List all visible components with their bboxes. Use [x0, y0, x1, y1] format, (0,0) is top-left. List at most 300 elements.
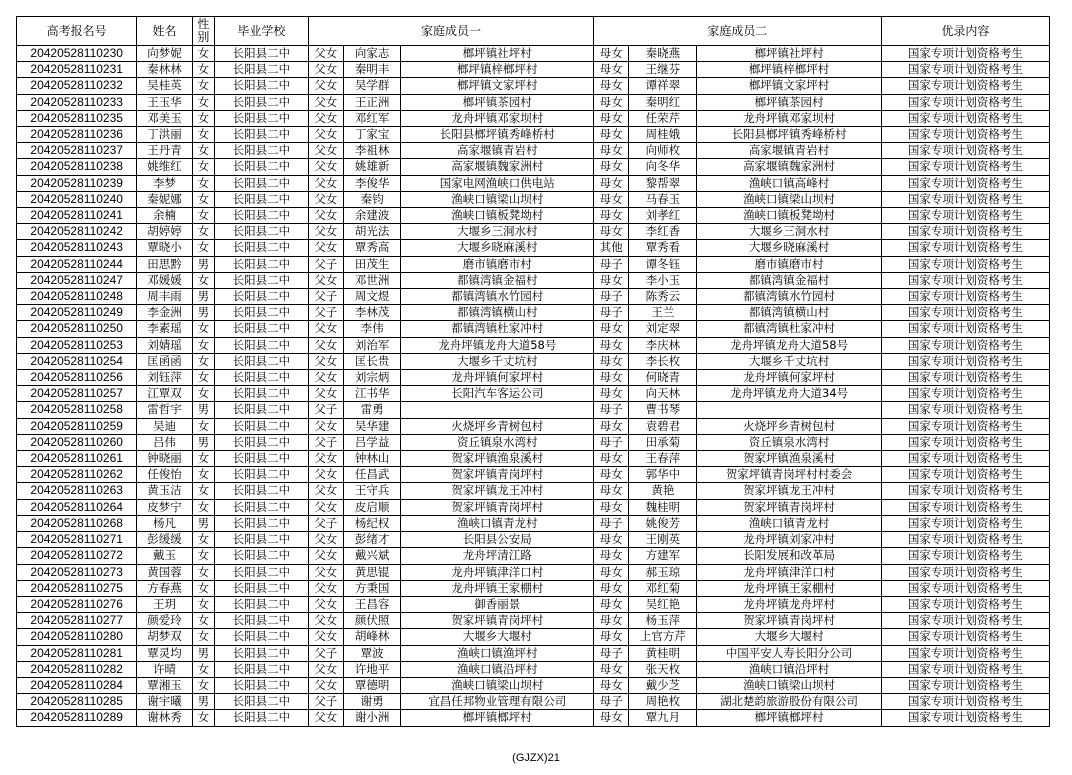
relation1-cell: 父女 [308, 596, 343, 612]
member2-name-cell: 方建军 [629, 548, 697, 564]
content-cell: 国家专项计划资格考生 [881, 386, 1049, 402]
member1-address-cell: 贺家坪镇青岗坪村 [401, 499, 594, 515]
member2-address-cell: 榔坪镇榔坪村 [697, 710, 881, 726]
id-cell: 20420528110244 [17, 256, 137, 272]
member2-name-cell: 谭冬钰 [629, 256, 697, 272]
member1-address-cell: 贺家坪镇渔泉溪村 [401, 451, 594, 467]
table-row [17, 532, 1050, 548]
relation2-cell: 母女 [594, 321, 629, 337]
member2-name-cell: 覃秀看 [629, 240, 697, 256]
member2-name-cell: 刘孝红 [629, 208, 697, 224]
gender-cell: 女 [192, 596, 214, 612]
table-row [17, 159, 1050, 175]
member2-name-cell: 刘定翠 [629, 321, 697, 337]
member2-address-cell: 火烧坪乡青树包村 [697, 418, 881, 434]
table-row [17, 337, 1050, 353]
member2-name-cell: 郝玉琼 [629, 564, 697, 580]
member1-address-cell: 渔峡口镇板凳坳村 [401, 208, 594, 224]
id-cell: 20420528110242 [17, 224, 137, 240]
table-row [17, 46, 1050, 62]
relation1-cell: 父女 [308, 208, 343, 224]
member1-name-cell: 向家志 [343, 46, 401, 62]
content-cell: 国家专项计划资格考生 [881, 677, 1049, 693]
relation1-cell: 父女 [308, 337, 343, 353]
member2-name-cell: 王刚英 [629, 532, 697, 548]
relation1-cell: 父女 [308, 272, 343, 288]
content-cell: 国家专项计划资格考生 [881, 289, 1049, 305]
gender-cell: 女 [192, 224, 214, 240]
table-row [17, 677, 1050, 693]
content-cell: 国家专项计划资格考生 [881, 629, 1049, 645]
member2-address-cell: 榔坪镇文家坪村 [697, 78, 881, 94]
school-cell: 长阳县二中 [215, 208, 309, 224]
member1-name-cell: 覃德明 [343, 677, 401, 693]
member1-name-cell: 方秉国 [343, 580, 401, 596]
member1-address-cell: 龙舟坪镇何家坪村 [401, 370, 594, 386]
relation2-cell: 母女 [594, 677, 629, 693]
header-member2: 家庭成员二 [594, 17, 882, 46]
member2-address-cell: 贺家坪镇青岗坪村 [697, 613, 881, 629]
relation2-cell: 母女 [594, 613, 629, 629]
relation2-cell: 母女 [594, 596, 629, 612]
member2-name-cell: 李小玉 [629, 272, 697, 288]
relation2-cell: 母女 [594, 143, 629, 159]
relation2-cell: 母女 [594, 272, 629, 288]
school-cell: 长阳县二中 [215, 645, 309, 661]
gender-cell: 女 [192, 127, 214, 143]
member2-name-cell: 王兰 [629, 305, 697, 321]
relation1-cell: 父女 [308, 629, 343, 645]
relation1-cell: 父女 [308, 613, 343, 629]
table-row [17, 418, 1050, 434]
table-row [17, 353, 1050, 369]
member2-name-cell: 田承菊 [629, 434, 697, 450]
member2-name-cell: 黄桂明 [629, 645, 697, 661]
school-cell: 长阳县二中 [215, 78, 309, 94]
gender-cell: 女 [192, 580, 214, 596]
school-cell: 长阳县二中 [215, 175, 309, 191]
header-gender: 性别 [192, 17, 214, 46]
member2-address-cell: 大堰乡千丈坑村 [697, 353, 881, 369]
content-cell: 国家专项计划资格考生 [881, 580, 1049, 596]
relation1-cell: 父女 [308, 94, 343, 110]
relation2-cell: 母女 [594, 191, 629, 207]
member1-name-cell: 吴学群 [343, 78, 401, 94]
table-row [17, 208, 1050, 224]
header-row [17, 17, 1050, 46]
content-cell: 国家专项计划资格考生 [881, 46, 1049, 62]
relation1-cell: 父女 [308, 240, 343, 256]
member1-address-cell: 龙舟坪镇龙舟大道58号 [401, 337, 594, 353]
member1-name-cell: 戴兴斌 [343, 548, 401, 564]
relation2-cell: 母女 [594, 710, 629, 726]
name-cell: 李金洲 [137, 305, 192, 321]
member1-address-cell: 大堰乡千丈坑村 [401, 353, 594, 369]
id-cell: 20420528110249 [17, 305, 137, 321]
member2-name-cell: 秦晓燕 [629, 46, 697, 62]
school-cell: 长阳县二中 [215, 661, 309, 677]
member1-name-cell: 匡长贵 [343, 353, 401, 369]
member1-name-cell: 杨纪权 [343, 515, 401, 531]
table-row [17, 370, 1050, 386]
content-cell: 国家专项计划资格考生 [881, 451, 1049, 467]
member2-name-cell: 上官方芹 [629, 629, 697, 645]
id-cell: 20420528110259 [17, 418, 137, 434]
table-row [17, 127, 1050, 143]
name-cell: 覃湘玉 [137, 677, 192, 693]
member2-address-cell: 榔坪镇梓榔坪村 [697, 62, 881, 78]
member1-name-cell: 谢小洲 [343, 710, 401, 726]
school-cell: 长阳县二中 [215, 532, 309, 548]
table-row [17, 661, 1050, 677]
school-cell: 长阳县二中 [215, 434, 309, 450]
id-cell: 20420528110262 [17, 467, 137, 483]
member1-address-cell: 贺家坪镇青岗坪村 [401, 613, 594, 629]
member2-name-cell: 魏桂明 [629, 499, 697, 515]
table-row [17, 451, 1050, 467]
member2-address-cell: 都镇湾镇水竹园村 [697, 289, 881, 305]
member1-address-cell: 大堰乡晓麻溪村 [401, 240, 594, 256]
member1-address-cell: 渔峡口镇青龙村 [401, 515, 594, 531]
member2-address-cell: 大堰乡晓麻溪村 [697, 240, 881, 256]
member1-name-cell: 余建波 [343, 208, 401, 224]
content-cell: 国家专项计划资格考生 [881, 110, 1049, 126]
gender-cell: 女 [192, 386, 214, 402]
content-cell: 国家专项计划资格考生 [881, 532, 1049, 548]
school-cell: 长阳县二中 [215, 62, 309, 78]
table-row [17, 94, 1050, 110]
school-cell: 长阳县二中 [215, 353, 309, 369]
table-row [17, 78, 1050, 94]
member1-name-cell: 丁家宝 [343, 127, 401, 143]
school-cell: 长阳县二中 [215, 337, 309, 353]
member2-address-cell: 榔坪镇茶园村 [697, 94, 881, 110]
member2-name-cell: 黄艳 [629, 483, 697, 499]
gender-cell: 男 [192, 256, 214, 272]
member1-address-cell: 榔坪镇文家坪村 [401, 78, 594, 94]
table-row [17, 224, 1050, 240]
member2-address-cell: 都镇湾镇横山村 [697, 305, 881, 321]
member1-address-cell: 榔坪镇梓榔坪村 [401, 62, 594, 78]
school-cell: 长阳县二中 [215, 548, 309, 564]
id-cell: 20420528110273 [17, 564, 137, 580]
candidate-table [16, 16, 1050, 727]
school-cell: 长阳县二中 [215, 596, 309, 612]
relation2-cell: 母女 [594, 62, 629, 78]
table-row [17, 483, 1050, 499]
table-row [17, 305, 1050, 321]
table-row [17, 434, 1050, 450]
id-cell: 20420528110258 [17, 402, 137, 418]
member1-address-cell: 榔坪镇茶园村 [401, 94, 594, 110]
member2-address-cell [697, 402, 881, 418]
relation1-cell: 父女 [308, 127, 343, 143]
member2-name-cell: 向师枚 [629, 143, 697, 159]
header-name: 姓名 [137, 17, 192, 46]
relation2-cell: 母女 [594, 337, 629, 353]
member2-name-cell: 陈秀云 [629, 289, 697, 305]
school-cell: 长阳县二中 [215, 677, 309, 693]
member1-address-cell: 龙舟坪镇邓家坝村 [401, 110, 594, 126]
relation1-cell: 父女 [308, 175, 343, 191]
id-cell: 20420528110280 [17, 629, 137, 645]
gender-cell: 女 [192, 159, 214, 175]
gender-cell: 女 [192, 191, 214, 207]
name-cell: 李梦 [137, 175, 192, 191]
school-cell: 长阳县二中 [215, 159, 309, 175]
member2-name-cell: 谭祥翠 [629, 78, 697, 94]
relation1-cell: 父子 [308, 645, 343, 661]
gender-cell: 女 [192, 353, 214, 369]
id-cell: 20420528110243 [17, 240, 137, 256]
member1-address-cell: 龙舟坪镇津洋口村 [401, 564, 594, 580]
member2-address-cell: 龙舟坪镇津洋口村 [697, 564, 881, 580]
name-cell: 邓美玉 [137, 110, 192, 126]
content-cell: 国家专项计划资格考生 [881, 515, 1049, 531]
member1-address-cell: 都镇湾镇金福村 [401, 272, 594, 288]
school-cell: 长阳县二中 [215, 272, 309, 288]
member2-name-cell: 邓红菊 [629, 580, 697, 596]
member1-address-cell: 御香丽景 [401, 596, 594, 612]
member2-name-cell: 张天枚 [629, 661, 697, 677]
content-cell: 国家专项计划资格考生 [881, 208, 1049, 224]
content-cell: 国家专项计划资格考生 [881, 370, 1049, 386]
school-cell: 长阳县二中 [215, 613, 309, 629]
member2-address-cell: 贺家坪镇青岗坪村村委会 [697, 467, 881, 483]
relation1-cell: 父女 [308, 580, 343, 596]
member1-address-cell: 国家电网渔峡口供电站 [401, 175, 594, 191]
member1-name-cell: 黄思锟 [343, 564, 401, 580]
member1-address-cell: 龙舟坪清江路 [401, 548, 594, 564]
relation1-cell: 父子 [308, 515, 343, 531]
school-cell: 长阳县二中 [215, 321, 309, 337]
content-cell: 国家专项计划资格考生 [881, 337, 1049, 353]
content-cell: 国家专项计划资格考生 [881, 434, 1049, 450]
member2-name-cell: 马春玉 [629, 191, 697, 207]
content-cell: 国家专项计划资格考生 [881, 159, 1049, 175]
school-cell: 长阳县二中 [215, 694, 309, 710]
name-cell: 覃灵均 [137, 645, 192, 661]
name-cell: 黄玉洁 [137, 483, 192, 499]
name-cell: 雷哲宇 [137, 402, 192, 418]
relation2-cell: 母女 [594, 548, 629, 564]
gender-cell: 女 [192, 94, 214, 110]
member1-address-cell: 大堰乡三洞水村 [401, 224, 594, 240]
member1-address-cell: 渔峡口镇梁山坝村 [401, 677, 594, 693]
member1-address-cell: 火烧坪乡青树包村 [401, 418, 594, 434]
relation1-cell: 父子 [308, 694, 343, 710]
content-cell: 国家专项计划资格考生 [881, 483, 1049, 499]
member2-address-cell: 磨市镇磨市村 [697, 256, 881, 272]
relation2-cell: 母女 [594, 224, 629, 240]
relation1-cell: 父女 [308, 143, 343, 159]
member2-name-cell: 王春萍 [629, 451, 697, 467]
content-cell: 国家专项计划资格考生 [881, 127, 1049, 143]
member2-name-cell: 黎帮翠 [629, 175, 697, 191]
member2-address-cell: 长阳县榔坪镇秀峰桥村 [697, 127, 881, 143]
table-row [17, 694, 1050, 710]
school-cell: 长阳县二中 [215, 305, 309, 321]
table-row [17, 564, 1050, 580]
gender-cell: 女 [192, 208, 214, 224]
id-cell: 20420528110235 [17, 110, 137, 126]
gender-cell: 女 [192, 62, 214, 78]
member1-name-cell: 王正洲 [343, 94, 401, 110]
id-cell: 20420528110268 [17, 515, 137, 531]
content-cell: 国家专项计划资格考生 [881, 191, 1049, 207]
relation1-cell: 父女 [308, 661, 343, 677]
member1-address-cell: 高家堰镇魏家洲村 [401, 159, 594, 175]
gender-cell: 女 [192, 110, 214, 126]
member1-name-cell: 吴华建 [343, 418, 401, 434]
school-cell: 长阳县二中 [215, 127, 309, 143]
id-cell: 20420528110248 [17, 289, 137, 305]
relation2-cell: 母子 [594, 289, 629, 305]
school-cell: 长阳县二中 [215, 467, 309, 483]
gender-cell: 女 [192, 661, 214, 677]
member2-address-cell: 大堰乡大堰村 [697, 629, 881, 645]
table-row [17, 629, 1050, 645]
content-cell: 国家专项计划资格考生 [881, 305, 1049, 321]
gender-cell: 女 [192, 564, 214, 580]
member1-name-cell: 姚雄新 [343, 159, 401, 175]
member1-address-cell: 长阳汽车客运公司 [401, 386, 594, 402]
member2-address-cell: 渔峡口镇高峰村 [697, 175, 881, 191]
relation2-cell: 母女 [594, 159, 629, 175]
table-row [17, 62, 1050, 78]
relation1-cell: 父女 [308, 548, 343, 564]
relation2-cell: 母子 [594, 515, 629, 531]
name-cell: 余楠 [137, 208, 192, 224]
member2-name-cell: 李庆林 [629, 337, 697, 353]
relation1-cell: 父女 [308, 677, 343, 693]
content-cell: 国家专项计划资格考生 [881, 94, 1049, 110]
member1-name-cell: 覃秀高 [343, 240, 401, 256]
member1-address-cell: 渔峡口镇沿坪村 [401, 661, 594, 677]
id-cell: 20420528110264 [17, 499, 137, 515]
relation1-cell: 父女 [308, 78, 343, 94]
member1-name-cell: 李祖林 [343, 143, 401, 159]
member1-name-cell: 邓世洲 [343, 272, 401, 288]
relation1-cell: 父女 [308, 110, 343, 126]
member1-address-cell: 宜昌任邦物业管理有限公司 [401, 694, 594, 710]
school-cell: 长阳县二中 [215, 110, 309, 126]
relation2-cell: 母女 [594, 661, 629, 677]
member1-name-cell: 邓红军 [343, 110, 401, 126]
member1-address-cell: 龙舟坪镇王家棚村 [401, 580, 594, 596]
table-row [17, 272, 1050, 288]
member1-name-cell: 皮启顺 [343, 499, 401, 515]
gender-cell: 女 [192, 710, 214, 726]
school-cell: 长阳县二中 [215, 386, 309, 402]
name-cell: 戴玉 [137, 548, 192, 564]
gender-cell: 女 [192, 499, 214, 515]
relation2-cell: 母女 [594, 564, 629, 580]
id-cell: 20420528110254 [17, 353, 137, 369]
content-cell: 国家专项计划资格考生 [881, 645, 1049, 661]
id-cell: 20420528110289 [17, 710, 137, 726]
member2-address-cell: 渔峡口镇梁山坝村 [697, 677, 881, 693]
member2-name-cell: 向天林 [629, 386, 697, 402]
name-cell: 李素瑶 [137, 321, 192, 337]
id-cell: 20420528110239 [17, 175, 137, 191]
member2-name-cell: 杨玉萍 [629, 613, 697, 629]
relation1-cell: 父女 [308, 532, 343, 548]
school-cell: 长阳县二中 [215, 289, 309, 305]
name-cell: 刘钰萍 [137, 370, 192, 386]
name-cell: 覃晓小 [137, 240, 192, 256]
name-cell: 颜爱玲 [137, 613, 192, 629]
relation2-cell: 母女 [594, 629, 629, 645]
school-cell: 长阳县二中 [215, 370, 309, 386]
relation2-cell: 母女 [594, 499, 629, 515]
name-cell: 彭缓缓 [137, 532, 192, 548]
name-cell: 田思黔 [137, 256, 192, 272]
school-cell: 长阳县二中 [215, 224, 309, 240]
relation1-cell: 父女 [308, 451, 343, 467]
relation1-cell: 父女 [308, 564, 343, 580]
table-row [17, 499, 1050, 515]
table-row [17, 240, 1050, 256]
member1-address-cell: 渔峡口镇渔坪村 [401, 645, 594, 661]
member2-address-cell: 都镇湾镇杜家冲村 [697, 321, 881, 337]
relation1-cell: 父女 [308, 467, 343, 483]
relation1-cell: 父女 [308, 191, 343, 207]
member1-address-cell: 渔峡口镇梁山坝村 [401, 191, 594, 207]
page-footer: (GJZX)21 [512, 752, 560, 764]
gender-cell: 女 [192, 532, 214, 548]
relation2-cell: 母女 [594, 386, 629, 402]
member2-address-cell: 龙舟坪镇龙舟大道58号 [697, 337, 881, 353]
id-cell: 20420528110253 [17, 337, 137, 353]
gender-cell: 女 [192, 629, 214, 645]
member1-address-cell: 都镇湾镇水竹园村 [401, 289, 594, 305]
id-cell: 20420528110232 [17, 78, 137, 94]
member1-address-cell [401, 402, 594, 418]
content-cell: 国家专项计划资格考生 [881, 62, 1049, 78]
content-cell: 国家专项计划资格考生 [881, 613, 1049, 629]
school-cell: 长阳县二中 [215, 191, 309, 207]
member2-name-cell: 覃九月 [629, 710, 697, 726]
table-row [17, 596, 1050, 612]
id-cell: 20420528110237 [17, 143, 137, 159]
member2-address-cell: 高家堰镇魏家洲村 [697, 159, 881, 175]
name-cell: 许晴 [137, 661, 192, 677]
id-cell: 20420528110263 [17, 483, 137, 499]
header-id: 高考报名号 [17, 17, 137, 46]
table-row [17, 515, 1050, 531]
member2-address-cell: 湖北楚韵旅游股份有限公司 [697, 694, 881, 710]
gender-cell: 女 [192, 548, 214, 564]
relation1-cell: 父女 [308, 483, 343, 499]
gender-cell: 女 [192, 613, 214, 629]
id-cell: 20420528110256 [17, 370, 137, 386]
member2-address-cell: 龙舟坪镇龙舟大道34号 [697, 386, 881, 402]
content-cell: 国家专项计划资格考生 [881, 548, 1049, 564]
member2-address-cell: 都镇湾镇金福村 [697, 272, 881, 288]
school-cell: 长阳县二中 [215, 94, 309, 110]
gender-cell: 女 [192, 321, 214, 337]
member2-name-cell: 李长枚 [629, 353, 697, 369]
relation2-cell: 母女 [594, 46, 629, 62]
relation1-cell: 父女 [308, 224, 343, 240]
gender-cell: 男 [192, 694, 214, 710]
member2-address-cell: 渔峡口镇梁山坝村 [697, 191, 881, 207]
table-row [17, 386, 1050, 402]
member2-address-cell: 榔坪镇社坪村 [697, 46, 881, 62]
gender-cell: 男 [192, 305, 214, 321]
member1-name-cell: 任昌武 [343, 467, 401, 483]
